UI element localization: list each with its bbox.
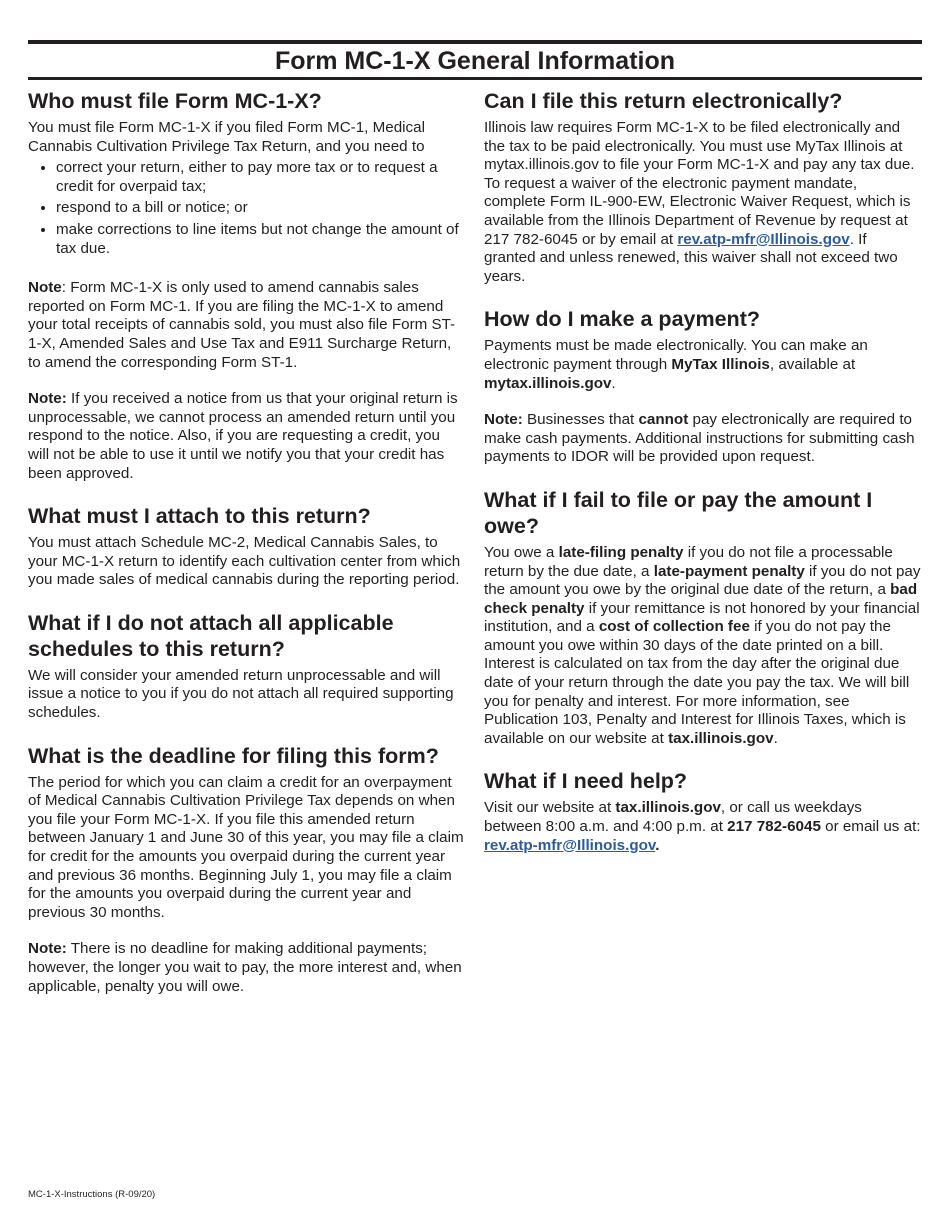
- note-text: If you received a notice from us that your original return is unprocessable, we cannot process an amended return until you respond to the notice. Also, if you are requesting a credit, you will not be able to use it until we notify you that your credit has been approved.: [28, 390, 458, 482]
- email-link[interactable]: rev.atp-mfr@Illinois.gov: [677, 230, 850, 248]
- note-label: Note:: [28, 940, 67, 958]
- deadline-text: The period for which you can claim a credit for an overpayment of Medical Cannabis Cultivation Privilege Tax depends on when you file your Form MC-1-X. If you file this amended return between January 1 and June 30 of this year, you may file a claim for credit for the amounts you overpaid during the current year and previous 36 months. Beginning July 1, you may file a claim for the amounts you overpaid during the current year and previous 30 months.: [28, 773, 464, 921]
- heading-deadline: What is the deadline for filing this form?: [28, 743, 439, 768]
- heading-payment: How do I make a payment?: [484, 307, 760, 332]
- text-segment: Payments must be made electronically. You can make an electronic payment through: [484, 337, 868, 373]
- note-label: Note: [28, 279, 62, 297]
- text-segment: if your remittance is not honored by your financial institution, and a: [484, 599, 920, 636]
- text-segment: or email us at:: [820, 818, 921, 836]
- bad-check-penalty: bad check penalty: [484, 581, 918, 617]
- help-phone: 217 782-6045: [727, 818, 821, 836]
- help-site: tax.illinois.gov: [615, 799, 721, 817]
- section-payment: [484, 306, 922, 467]
- note-unprocessable: [28, 390, 464, 483]
- text-segment: pay electronically are required to make cash payments. Additional instructions for submitting cash payments to IDOR will be provided upon request.: [484, 411, 915, 466]
- text-segment: , available at: [769, 355, 856, 373]
- section-fail: [484, 487, 922, 749]
- heading-fail: What if I fail to file or pay the amount I owe?: [484, 487, 873, 538]
- left-column: [28, 88, 464, 996]
- cost-of-collection-fee: cost of collection fee: [598, 618, 750, 636]
- note-deadline: [28, 940, 464, 996]
- section-attach: [28, 503, 464, 590]
- section-who-must-file: [28, 88, 464, 483]
- section-electronic: [484, 88, 922, 286]
- heading-who-must-file: Who must file Form MC-1-X?: [28, 89, 322, 113]
- note-label: Note:: [28, 390, 67, 408]
- text-segment: Illinois law requires Form MC-1-X to be filed electronically and the tax to be paid electronically. You must use MyTax Illinois at mytax.illinois.gov to file your Form MC-1-X and pay any tax due. To request a waiver of the electronic payment mandate, complete Form IL-900-EW, Electronic Waiver Request, which is available from the Illinois Department of Revenue by request at 217 782-6045 or by email at: [484, 119, 915, 248]
- text-segment: if you do not pay the amount you owe by the original due date of the return, a: [484, 562, 921, 599]
- tax-site: tax.illinois.gov: [668, 729, 774, 747]
- who-must-file-intro: You must file Form MC-1-X if you filed Form MC-1, Medical Cannabis Cultivation Privilege Tax Return, and you need to: [28, 119, 425, 155]
- not-attach-text: We will consider your amended return unprocessable and will issue a notice to you if you do not attach all required supporting schedules.: [28, 666, 454, 722]
- fail-text: [484, 544, 922, 749]
- heading-not-attach: What if I do not attach all applicable schedules to this return?: [28, 610, 394, 661]
- section-not-attach: [28, 610, 464, 723]
- late-filing-penalty: late-filing penalty: [558, 543, 684, 561]
- attach-text: You must attach Schedule MC-2, Medical Cannabis Sales, to your MC-1-X return to identify each cultivation center from which you made sales of medical cannabis during the reporting period.: [28, 534, 461, 589]
- note-text: : Form MC-1-X is only used to amend cannabis sales reported on Form MC-1. If you are filing the MC-1-X to amend your total receipts of cannabis sold, you must also file Form ST-1-X, Amended Sales and Use Tax and E911 Surcharge Return, to amend the corresponding Form ST-1.: [28, 279, 456, 371]
- text-segment: . If granted and unless renewed, this waiver shall not exceed two years.: [484, 230, 898, 285]
- note-label: Note:: [484, 411, 523, 429]
- late-payment-penalty: late-payment penalty: [653, 562, 805, 580]
- text-segment: , or call us weekdays between 8:00 a.m. and 4:00 p.m. at: [484, 799, 862, 836]
- payment-text: [484, 337, 922, 393]
- section-deadline: [28, 743, 464, 997]
- who-must-file-list: [28, 159, 464, 258]
- text-segment: You owe a: [484, 543, 559, 561]
- note-text: There is no deadline for making additional payments; however, the longer you wait to pay, the more interest and, when applicable, penalty you will owe.: [28, 940, 462, 995]
- heading-help: What if I need help?: [484, 769, 688, 794]
- right-column: [484, 88, 922, 855]
- list-item: • make corrections to line items but not change the amount of tax due.: [56, 221, 464, 258]
- text-segment: Businesses that: [522, 411, 639, 429]
- text-segment: .: [655, 836, 660, 854]
- mytax-site: mytax.illinois.gov: [484, 374, 612, 392]
- text-segment: .: [773, 729, 778, 747]
- footer-form-id: MC-1-X-Instructions (R-09/20): [28, 1189, 156, 1200]
- text-segment: if you do not file a processable return by the due date, a: [484, 543, 893, 580]
- electronic-text: [484, 119, 922, 286]
- page-title: Form MC-1-X General Information: [28, 40, 922, 80]
- mytax-name: MyTax Illinois: [671, 355, 770, 373]
- note-payment: [484, 411, 922, 467]
- section-help: [484, 768, 922, 855]
- help-text: [484, 799, 922, 855]
- note-amend-cannabis-sales: [28, 279, 464, 372]
- cannot-emphasis: cannot: [638, 411, 689, 429]
- text-segment: if you do not pay the amount you owe within 30 days of the date printed on a bill. Interest is calculated on tax from the day after the original due date of your return through the date you pay the tax. We will bill you for penalty and interest. For more information, see Publication 103, Penalty and Interest for Illinois Taxes, which is available on our website at: [484, 618, 910, 747]
- list-item: • correct your return, either to pay more tax or to request a credit for overpaid tax;: [56, 159, 464, 196]
- email-link[interactable]: rev.atp-mfr@Illinois.gov: [484, 836, 656, 854]
- text-segment: Visit our website at: [484, 799, 616, 817]
- list-item: • respond to a bill or notice; or: [56, 199, 464, 218]
- text-segment: .: [611, 374, 616, 392]
- heading-attach: What must I attach to this return?: [28, 504, 371, 529]
- heading-electronic: Can I file this return electronically?: [484, 89, 843, 113]
